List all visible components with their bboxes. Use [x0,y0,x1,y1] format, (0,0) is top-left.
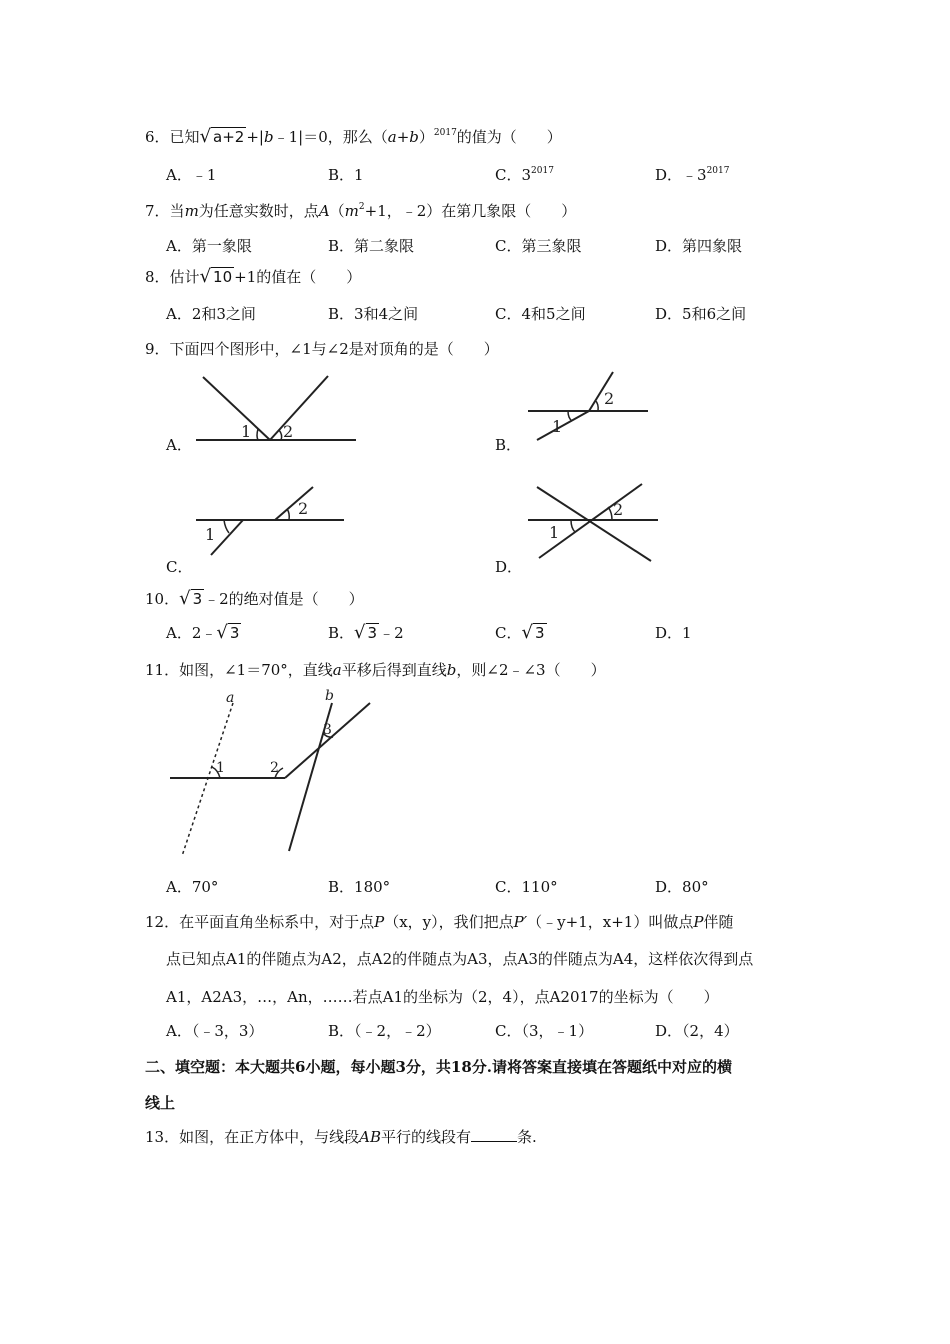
q6-option-b[interactable]: B．1 [328,166,364,184]
angle-label-1: 1 [549,523,560,542]
q11-option-c[interactable]: C．110° [495,878,558,896]
q8-option-c[interactable]: C．4和5之间 [495,305,586,323]
section-2-heading-cont: 线上 [145,1094,176,1112]
label-b: b [325,688,334,704]
q10-option-d[interactable]: D．1 [655,624,692,642]
figure-line [285,703,370,778]
q9-option-b[interactable]: B． [495,436,522,454]
q11-option-a[interactable]: A．70° [166,878,219,896]
q12-option-c[interactable]: C．（3，﹣1） [495,1022,594,1040]
question-6: 6．已知√ a+2 +|b﹣1|＝0，那么$(a+b)^{2017}$的值为（ ） [145,126,562,147]
angle-label-2: 2 [270,760,279,776]
sqrt-symbol: √ [521,622,533,643]
sqrt-symbol: √ [199,266,212,287]
angle-label-2: 2 [283,422,294,441]
question-12-line-3: A1，A2A3，…，An，……若点A1的坐标为（2，4），点A2017的坐标为（ ） [166,988,719,1006]
question-12-line-2: 点已知点A1的伴随点为A2，点A2的伴随点为A3，点A3的伴随点为A4，这样依次得到点 [166,950,754,968]
q6-option-c[interactable]: C．$3^{2017}$ [495,166,554,184]
sqrt-symbol: √ [216,622,228,643]
q11-figure [170,688,370,856]
figure-line [211,520,243,555]
q11-option-b[interactable]: B．180° [328,878,391,896]
label-a: a [226,690,235,706]
q6-option-a[interactable]: A．﹣1 [166,166,217,184]
q6-option-d[interactable]: D．$﹣3^{2017}$ [655,166,730,184]
q9-figure-c [196,487,344,555]
q12-option-a[interactable]: A．（﹣3，3） [166,1022,264,1040]
section-2-heading: 二、填空题：本大题共6小题，每小题3分，共18分.请将答案直接填在答题纸中对应的横 [145,1058,732,1076]
q11-option-d[interactable]: D．80° [655,878,709,896]
question-12-line-1: 12．在平面直角坐标系中，对于点P（x，y），我们把点P′（﹣y+1，x+1）叫做点P伴随 [145,913,734,931]
q7-option-c[interactable]: C．第三象限 [495,237,582,255]
q10-option-b[interactable]: B．√ 3 ﹣2 [328,622,404,643]
q8-option-b[interactable]: B．3和4之间 [328,305,419,323]
sqrt-symbol: √ [179,588,191,609]
answer-blank[interactable] [471,1129,517,1142]
q7-option-b[interactable]: B．第二象限 [328,237,415,255]
q12-option-d[interactable]: D．（2，4） [655,1022,739,1040]
question-7: 7．当m为任意实数时，点$A(m^2+1$，﹣2）在第几象限（ ） [145,202,577,220]
q8-option-a[interactable]: A．2和3之间 [166,305,256,323]
q10-option-a[interactable]: A．2﹣√ 3 [166,622,240,643]
q9-figure-d [528,484,658,561]
question-10: 10．√ 3 ﹣2的绝对值是（ ） [145,588,364,609]
q9-figure-b [528,372,648,440]
q9-option-c[interactable]: C． [166,558,193,576]
q9-option-a[interactable]: A． [166,436,192,454]
question-8: 8．估计√ 10 +1的值在（ ） [145,266,362,287]
sqrt-symbol: √ [199,126,212,147]
angle-label-2: 2 [613,500,624,519]
angle-label-1: 1 [241,422,252,441]
q7-option-d[interactable]: D．第四象限 [655,237,743,255]
dashed-line-a [182,703,233,856]
angle-label-3: 3 [323,722,332,738]
q9-option-d[interactable]: D． [495,558,523,576]
q12-option-b[interactable]: B．（﹣2，﹣2） [328,1022,441,1040]
question-9: 9．下面四个图形中，∠1与∠2是对顶角的是（ ） [145,340,499,358]
q8-option-d[interactable]: D．5和6之间 [655,305,747,323]
question-11: 11．如图，∠1＝70°，直线a平移后得到直线b，则∠2﹣∠3（ ） [145,661,606,679]
figure-line [203,377,270,440]
q9-figure-a [196,376,356,441]
angle-label-2: 2 [298,499,309,518]
figure-line [537,411,589,440]
q7-option-a[interactable]: A．第一象限 [166,237,252,255]
sqrt-symbol: √ [354,622,366,643]
question-13: 13．如图，在正方体中，与线段AB平行的线段有 条. [145,1128,537,1146]
angle-label-1: 1 [205,525,216,544]
angle-label-1: 1 [216,760,225,776]
angle-label-2: 2 [604,389,615,408]
q10-option-c[interactable]: C．√ 3 [495,622,545,643]
angle-label-1: 1 [552,417,563,436]
